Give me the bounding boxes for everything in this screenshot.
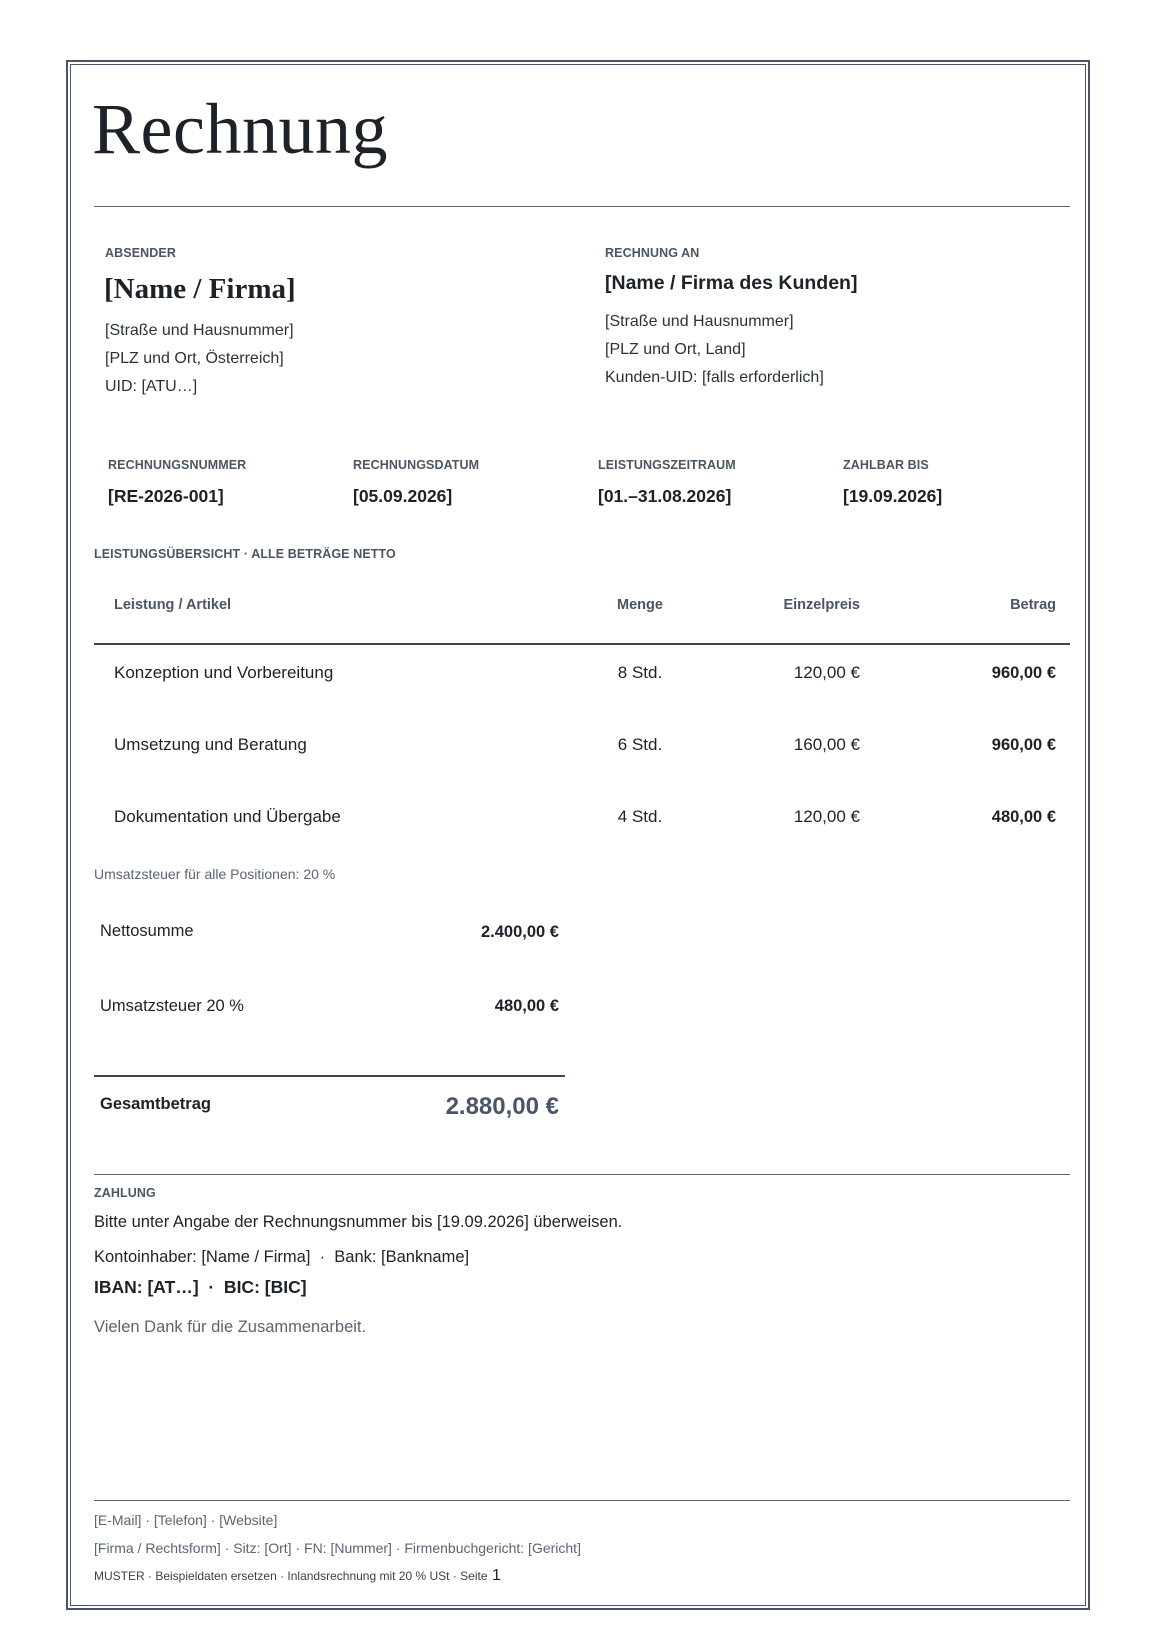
- payment-label: ZAHLUNG: [94, 1186, 156, 1200]
- column-header-unit-price: Einzelpreis: [783, 597, 860, 613]
- recipient-street: [Straße und Hausnummer]: [605, 313, 794, 330]
- document-title: Rechnung: [92, 89, 388, 169]
- payment-divider: [94, 1174, 1070, 1175]
- footer-note: MUSTER · Beispieldaten ersetzen · Inlandsrechnung mit 20 % USt · Seite: [94, 1569, 488, 1583]
- recipient-city: [PLZ und Ort, Land]: [605, 341, 746, 358]
- totals-divider: [94, 1075, 565, 1077]
- grand-total-value: 2.880,00 €: [445, 1093, 559, 1120]
- recipient-uid: Kunden-UID: [falls erforderlich]: [605, 369, 824, 386]
- recipient-name: [Name / Firma des Kunden]: [605, 272, 858, 294]
- sender-street: [Straße und Hausnummer]: [105, 322, 294, 339]
- net-total-label: Nettosumme: [100, 922, 194, 940]
- thanks-text: Vielen Dank für die Zusammenarbeit.: [94, 1318, 367, 1336]
- grand-total-label: Gesamtbetrag: [100, 1095, 211, 1113]
- row-item: Konzeption und Vorbereitung: [114, 663, 334, 682]
- service-period-label: LEISTUNGSZEITRAUM: [598, 458, 736, 472]
- invoice-date-value: [05.09.2026]: [353, 486, 453, 506]
- recipient-label: RECHNUNG AN: [605, 246, 700, 260]
- row-amount: 480,00 €: [991, 808, 1056, 826]
- title-divider: [94, 206, 1070, 207]
- column-header-amount: Betrag: [1010, 597, 1056, 613]
- sender-uid: UID: [ATU…]: [105, 378, 198, 395]
- row-qty: 6 Std.: [617, 735, 663, 754]
- column-header-qty: Menge: [617, 597, 663, 613]
- payment-instruction: Bitte unter Angabe der Rechnungsnummer bis [19.09.2026] überweisen.: [94, 1213, 623, 1231]
- vat-note: Umsatzsteuer für alle Positionen: 20 %: [94, 866, 336, 882]
- invoice-number-label: RECHNUNGSNUMMER: [108, 458, 247, 472]
- table-header-divider: [94, 643, 1070, 645]
- sender-name: [Name / Firma]: [104, 273, 296, 305]
- row-unit-price: 120,00 €: [793, 663, 860, 682]
- vat-total-label: Umsatzsteuer 20 %: [100, 997, 244, 1015]
- footer-note-line: [94, 1567, 501, 1585]
- row-unit-price: 160,00 €: [793, 735, 860, 754]
- row-item: Umsetzung und Beratung: [114, 735, 307, 754]
- sender-city: [PLZ und Ort, Österreich]: [105, 350, 284, 367]
- row-amount: 960,00 €: [991, 736, 1056, 754]
- service-period-value: [01.–31.08.2026]: [598, 486, 732, 506]
- net-total-value: 2.400,00 €: [481, 923, 559, 941]
- payment-iban: IBAN: [AT…] · BIC: [BIC]: [94, 1277, 307, 1297]
- invoice-number-value: [RE-2026-001]: [108, 486, 224, 506]
- due-date-label: ZAHLBAR BIS: [843, 458, 929, 472]
- payment-account: Kontoinhaber: [Name / Firma] · Bank: [Bankname]: [94, 1248, 470, 1266]
- vat-total-value: 480,00 €: [494, 997, 559, 1015]
- footer-divider: [94, 1500, 1070, 1501]
- row-item: Dokumentation und Übergabe: [114, 807, 341, 826]
- invoice-date-label: RECHNUNGSDATUM: [353, 458, 480, 472]
- column-header-item: Leistung / Artikel: [114, 597, 232, 613]
- footer-company: [Firma / Rechtsform] · Sitz: [Ort] · FN: [Nummer] · Firmenbuchgericht: [Gericht]: [94, 1540, 581, 1556]
- row-qty: 8 Std.: [617, 663, 663, 682]
- due-date-value: [19.09.2026]: [843, 486, 943, 506]
- services-caption: LEISTUNGSÜBERSICHT · ALLE BETRÄGE NETTO: [94, 547, 396, 561]
- sender-label: ABSENDER: [105, 246, 176, 260]
- page-number: 1: [491, 1567, 501, 1584]
- footer-contact: [E-Mail] · [Telefon] · [Website]: [94, 1512, 278, 1528]
- row-qty: 4 Std.: [617, 807, 663, 826]
- row-unit-price: 120,00 €: [793, 807, 860, 826]
- row-amount: 960,00 €: [991, 664, 1056, 682]
